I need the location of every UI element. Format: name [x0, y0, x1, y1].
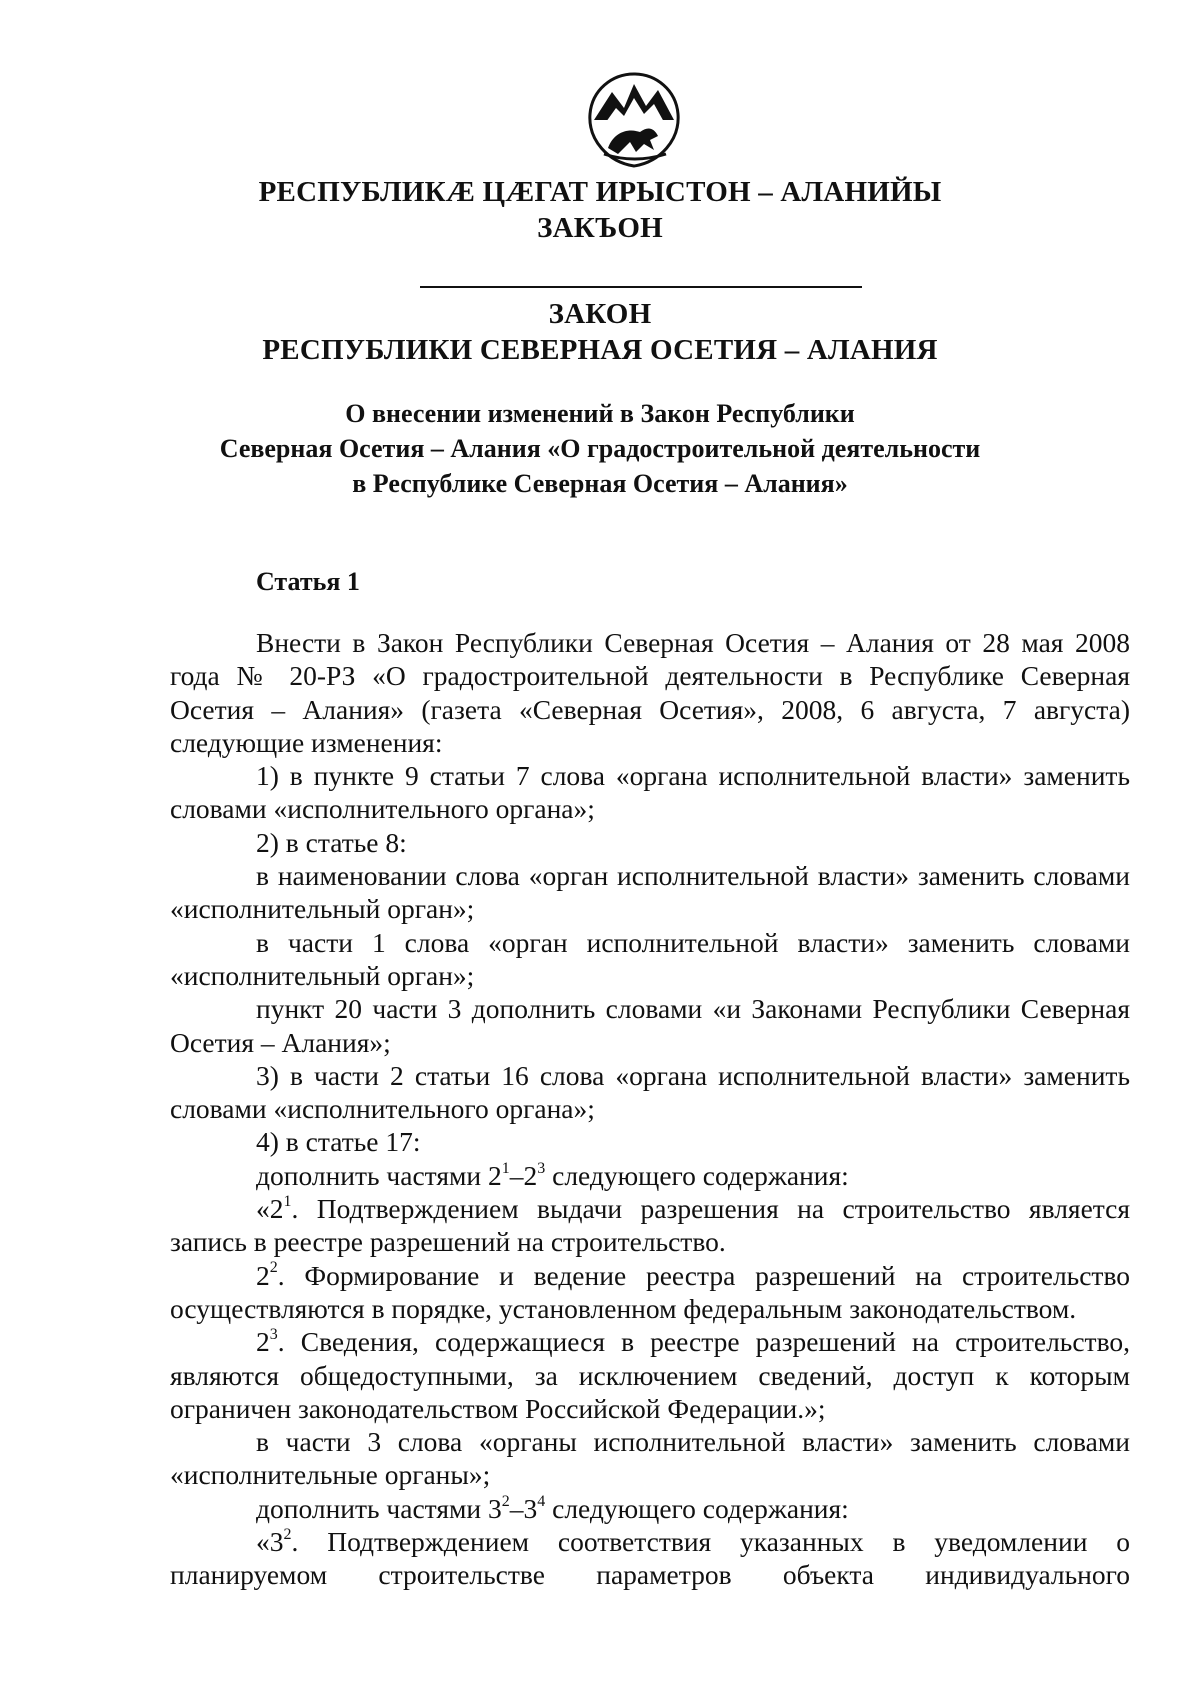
header-divider [420, 286, 862, 288]
paragraph: Внести в Закон Республики Северная Осетия – Алания от 28 мая 2008 года № 20-РЗ «О градостроительной деятельности в Республике Северная Осетия – Алания» (газета «Северная Осетия», 2008, 6 августа, 7 августа) следующие изменения: [170, 627, 1130, 758]
paragraph: 3) в части 2 статьи 16 слова «органа исполнительной власти» заменить словами «исполнительного органа»; [170, 1059, 1130, 1125]
russian-republic-title: РЕСПУБЛИКИ СЕВЕРНАЯ ОСЕТИЯ – АЛАНИЯ [262, 334, 938, 366]
paragraph: в наименовании слова «орган исполнительной власти» заменить словами «исполнительный орган»; [170, 860, 1130, 925]
paragraph: 2) в статье 8: [256, 826, 407, 858]
law-title-line-3: в Республике Северная Осетия – Алания» [352, 469, 848, 498]
paragraph: «$3^2$. Подтверждением соответствия указанных в уведомлении о планируемом строительстве параметров объекта индивидуального [170, 1525, 1130, 1591]
paragraph: «$2^1$. Подтверждением выдачи разрешения на строительство является запись в реестре разрешений на строительство. [170, 1192, 1130, 1258]
russian-law-word: ЗАКОН [548, 298, 652, 330]
article-body [170, 626, 1130, 1592]
coat-of-arms-icon [584, 70, 684, 170]
law-title-line-1: О внесении изменений в Закон Республики [345, 399, 855, 428]
ossetian-title: РЕСПУБЛИКÆ ЦÆГАТ ИРЫСТОН – АЛАНИЙЫ [258, 176, 942, 208]
paragraph: 1) в пункте 9 статьи 7 слова «органа исполнительной власти» заменить словами «исполнительного органа»; [170, 760, 1130, 825]
paragraph: $2^3$. Сведения, содержащиеся в реестре разрешений на строительство, являются общедоступными, за исключением сведений, доступ к которым ограничен законодательством Российской Федерации.»; [170, 1326, 1130, 1424]
ossetian-law-word: ЗАКЪОН [537, 212, 663, 244]
article-heading: Статья 1 [256, 567, 360, 596]
paragraph: пункт 20 части 3 дополнить словами «и Законами Республики Северная Осетия – Алания»; [170, 993, 1130, 1058]
paragraph: дополнить частями $3^2-3^4$ следующего содержания: [256, 1492, 849, 1524]
law-title-line-2: Северная Осетия – Алания «О градостроительной деятельности [219, 434, 981, 463]
paragraph: в части 3 слова «органы исполнительной власти» заменить словами «исполнительные органы»; [170, 1426, 1130, 1491]
paragraph: $2^2$. Формирование и ведение реестра разрешений на строительство осуществляются в порядке, установленном федеральным законодательством. [170, 1259, 1130, 1324]
paragraph: дополнить частями $2^1-2^3$ следующего содержания: [256, 1159, 849, 1191]
paragraph: 4) в статье 17: [256, 1126, 421, 1158]
paragraph: в части 1 слова «орган исполнительной власти» заменить словами «исполнительный орган»; [170, 926, 1130, 991]
